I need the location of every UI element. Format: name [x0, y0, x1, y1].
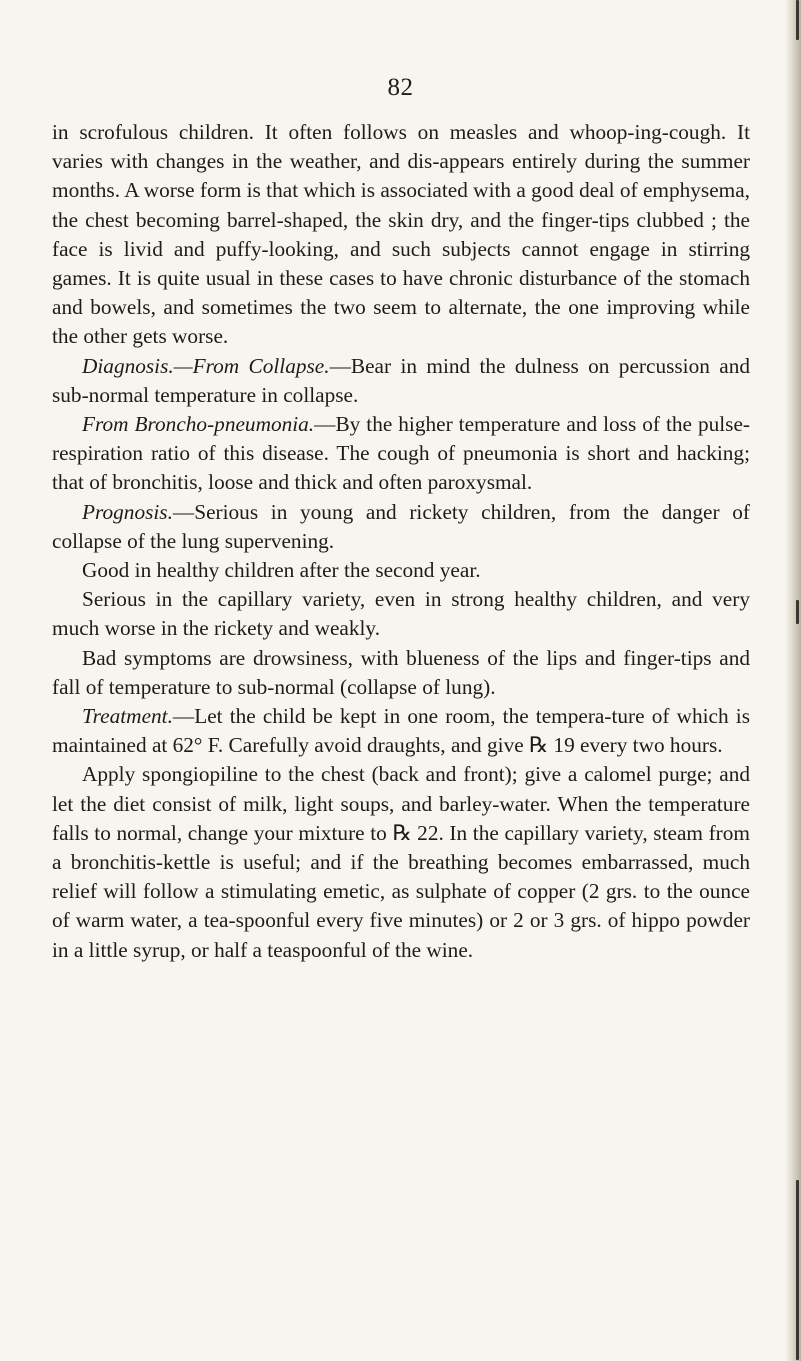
paragraph-treatment	[52, 702, 750, 760]
page-edge-mark	[796, 0, 799, 40]
paragraph-text: Good in healthy children after the second year.	[82, 558, 481, 583]
paragraph-capillary-variety	[52, 585, 750, 643]
paragraph-scrofulous	[52, 118, 750, 352]
paragraph-text: Bad symptoms are drowsiness, with blueness of the lips and finger-tips and fall of temperature to sub-normal (collapse of lung).	[52, 645, 750, 699]
paragraph-text: Apply spongiopiline to the chest (back and front); give a calomel purge; and let the diet consist of milk, light soups, and barley-water. When the temperature falls to normal, change your mixture to ℞ 22. In the capillary variety, steam from a bronchitis-kettle is useful; and if the breathing becomes embarrassed, much relief will follow a stimulating emetic, as sulphate of copper (2 grs. to the ounce of warm water, a tea-spoonful every five minutes) or 2 or 3 grs. of hippo powder in a little syrup, or half a teaspoonful of the wine.	[52, 762, 750, 962]
paragraph-text: in scrofulous children. It often follows on measles and whoop-ing-cough. It varies with changes in the weather, and dis-appears entirely during the summer months. A worse form is that which is associated with a good deal of emphysema, the chest becoming barrel-shaped, the skin dry, and the finger-tips clubbed ; the face is livid and puffy-looking, and such subjects cannot engage in stirring games. It is quite usual in these cases to have chronic disturbance of the stomach and bowels, and sometimes the two seem to alternate, the one improving while the other gets worse.	[52, 120, 750, 349]
paragraph-text: Serious in the capillary variety, even in strong healthy children, and very much worse in the rickety and weakly.	[52, 587, 750, 641]
paragraph-bad-symptoms	[52, 644, 750, 702]
page-edge-mark	[796, 600, 799, 624]
page-edge-mark	[796, 1180, 799, 1360]
paragraph-text: —Let the child be kept in one room, the tempera-ture of which is maintained at 62° F. Carefully avoid draughts, and give ℞ 19 every two hours.	[52, 704, 750, 758]
diagnosis-heading: Diagnosis.—From Collapse.	[82, 353, 330, 378]
paragraph-spongiopiline	[52, 760, 750, 964]
paragraph-prognosis	[52, 498, 750, 556]
bronchopneumonia-heading: From Broncho-pneumonia.	[82, 412, 315, 437]
paragraph-text: —Bear in mind the dulness on percussion and sub-normal temperature in collapse.	[52, 353, 750, 407]
paragraph-text: —Serious in young and rickety children, from the danger of collapse of the lung supervening.	[52, 499, 750, 553]
paragraph-diagnosis-bronchopneumonia	[52, 410, 750, 498]
paragraph-text: —By the higher temperature and loss of the pulse-respiration ratio of this disease. The cough of pneumonia is short and hacking; that of bronchitis, loose and thick and often paroxysmal.	[52, 412, 751, 495]
body-text	[52, 118, 750, 965]
page-number: 82	[387, 74, 414, 101]
paragraph-good-prognosis	[52, 556, 750, 585]
prognosis-heading: Prognosis.	[82, 499, 173, 524]
treatment-heading: Treatment.	[82, 704, 173, 729]
paragraph-diagnosis-collapse	[52, 352, 750, 410]
page-edge-shadow	[785, 0, 801, 1361]
